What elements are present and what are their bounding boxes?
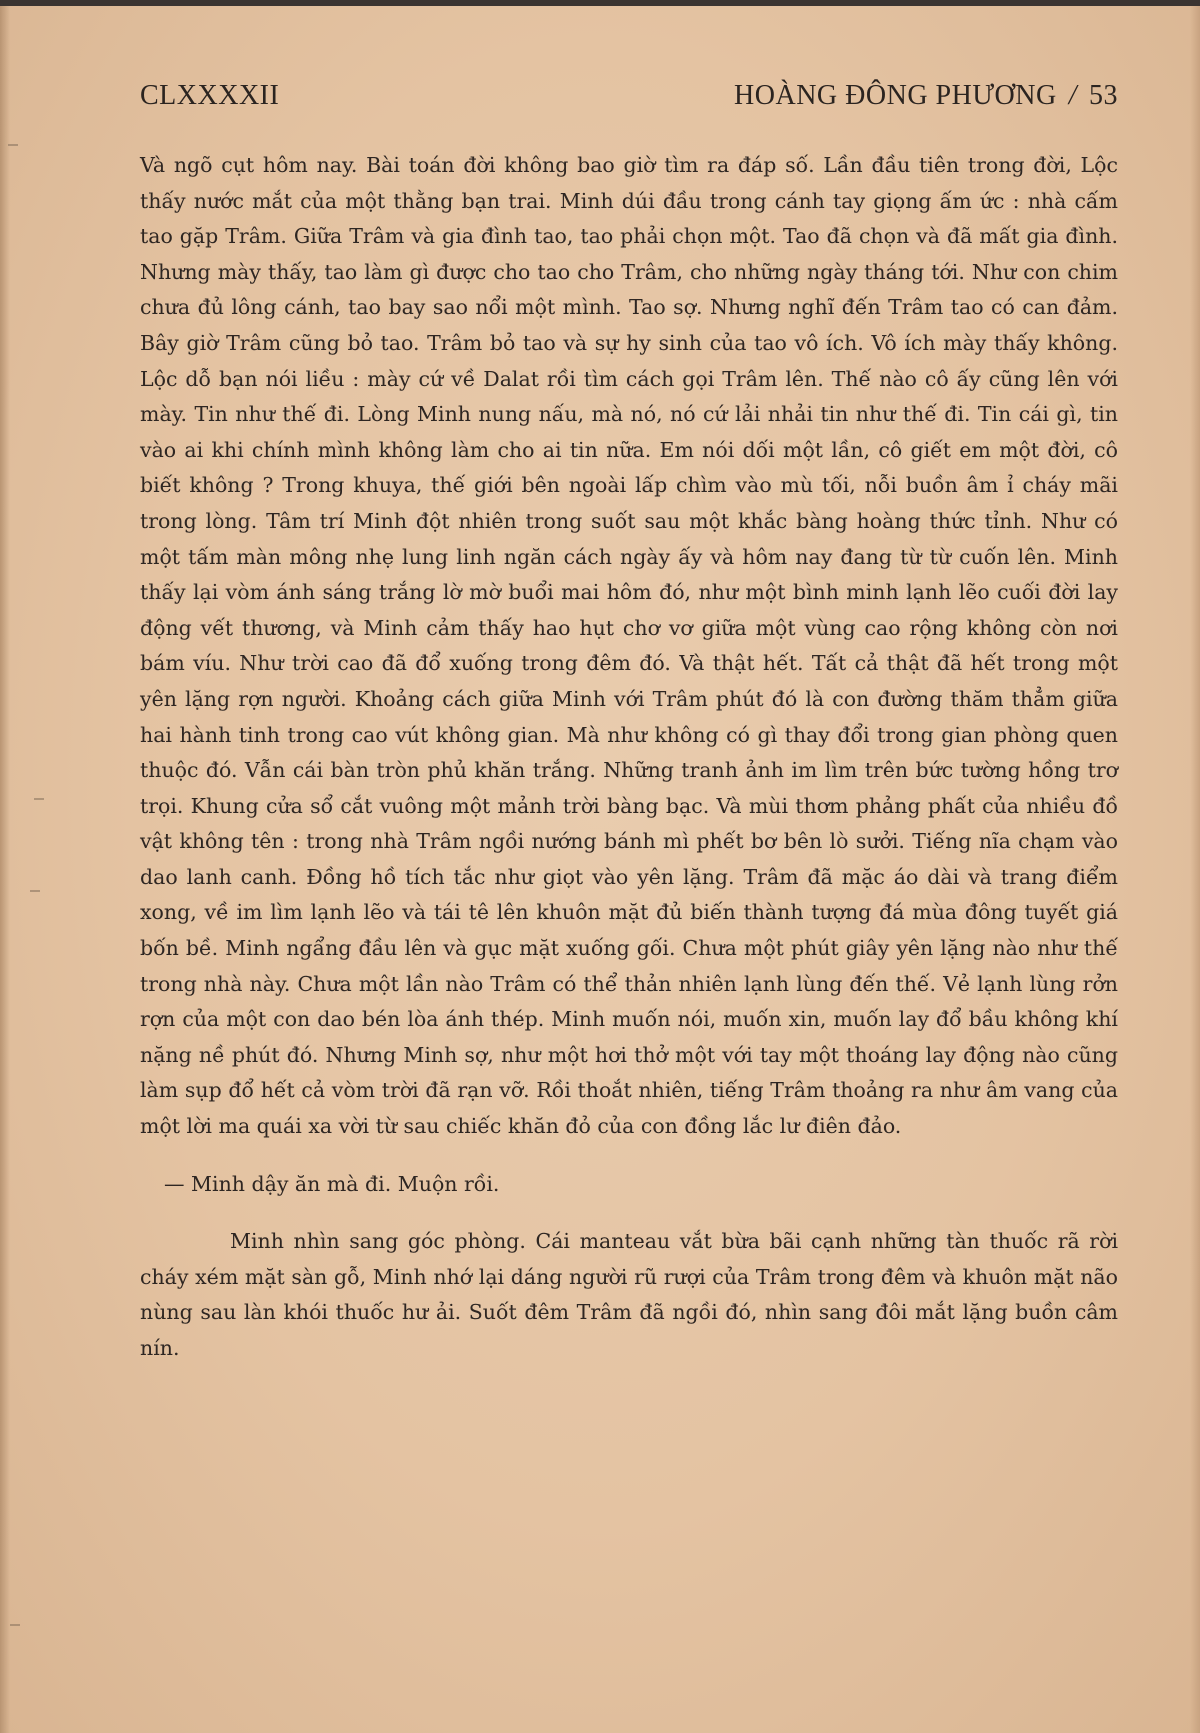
body-text (140, 148, 1118, 1367)
chapter-number: CLXXXXII (140, 80, 280, 111)
page-edge-right (1190, 6, 1200, 1733)
margin-speck (10, 1624, 20, 1626)
paragraph-dialog: — Minh dậy ăn mà đi. Muộn rồi. (164, 1171, 500, 1196)
paragraph-main: Và ngõ cụt hôm nay. Bài toán đời không bao giờ tìm ra đáp số. Lần đầu tiên trong đời, Lộc thấy nước mắt của một thằng bạn trai. Minh dúi đầu trong cánh tay giọng ấm ức : nhà cấm tao gặp Trâm. Giữa Trâm và gia đình tao, tao phải chọn một. Tao đã chọn và đã mất gia đình. Nhưng mày thấy, tao làm gì được cho tao cho Trâm, cho những ngày tháng tới. Như con chim chưa đủ lông cánh, tao bay sao nổi một mình. Tao sợ. Nhưng nghĩ đến Trâm tao có can đảm. Bây giờ Trâm cũng bỏ tao. Trâm bỏ tao và sự hy sinh của tao vô ích. Vô ích mày thấy không. Lộc dỗ bạn nói liều : mày cứ về Dalat rồi tìm cách gọi Trâm lên. Thế nào cô ấy cũng lên với mày. Tin như thế đi. Lòng Minh nung nấu, mà nó, nó cứ lải nhải tin như thế đi. Tin cái gì, tin vào ai khi chính mình không làm cho ai tin nữa. Em nói dối một lần, cô giết em một đời, cô biết không ? Trong khuya, thế giới bên ngoài lấp chìm vào mù tối, nỗi buồn âm ỉ cháy mãi trong lòng. Tâm trí Minh đột nhiên trong suốt sau một khắc bàng hoàng thức tỉnh. Như có một tấm màn mông nhẹ lung linh ngăn cách ngày ấy và hôm nay đang từ từ cuốn lên. Minh thấy lại vòm ánh sáng trắng lờ mờ buổi mai hôm đó, như một bình minh lạnh lẽo cuối đời lay động vết thương, và Minh cảm thấy hao hụt chơ vơ giữa một vùng cao rộng không còn nơi bám víu. Như trời cao đã đổ xuống trong đêm đó. Và thật hết. Tất cả thật đã hết trong một yên lặng rợn người. Khoảng cách giữa Minh với Trâm phút đó là con đường thăm thẳm giữa hai hành tinh trong cao vút không gian. Mà như không có gì thay đổi trong gian phòng quen thuộc đó. Vẫn cái bàn tròn phủ khăn trắng. Những tranh ảnh im lìm trên bức tường hồng trơ trọi. Khung cửa sổ cắt vuông một mảnh trời bàng bạc. Và mùi thơm phảng phất của nhiều đồ vật không tên : trong nhà Trâm ngồi nướng bánh mì phết bơ bên lò sưởi. Tiếng nĩa chạm vào dao lanh canh. Đồng hồ tích tắc như giọt vào yên lặng. Trâm đã mặc áo dài và trang điểm xong, về im lìm lạnh lẽo và tái tê lên khuôn mặt đủ biến thành tượng đá mùa đông tuyết giá bốn bề. Minh ngẩng đầu lên và gục mặt xuống gối. Chưa một phút giây yên lặng nào như thế trong nhà này. Chưa một lần nào Trâm có thể thản nhiên lạnh lùng đến thế. Vẻ lạnh lùng rởn rợn của một con dao bén lòa ánh thép. Minh muốn nói, muốn xin, muốn lay đổ bầu không khí nặng nề phút đó. Nhưng Minh sợ, như một hơi thở một với tay một thoáng lay động nào cũng làm sụp đổ hết cả vòm trời đã rạn vỡ. Rồi thoắt nhiên, tiếng Trâm thoảng ra như âm vang của một lời ma quái xa vời từ sau chiếc khăn đỏ của con đồng lắc lư điên đảo. (140, 153, 1118, 1139)
page-number: 53 (1089, 80, 1118, 111)
margin-speck (34, 798, 44, 800)
page-edge-left (0, 6, 10, 1733)
header-separator: / (1068, 80, 1077, 111)
running-title: HOÀNG ĐÔNG PHƯƠNG (734, 80, 1057, 111)
paragraph-last: Minh nhìn sang góc phòng. Cái manteau vắt bừa bãi cạnh những tàn thuốc rã rời cháy xém mặt sàn gỗ, Minh nhớ lại dáng người rũ rượi của Trâm trong đêm và khuôn mặt não nùng sau làn khói thuốc hư ải. Suốt đêm Trâm đã ngồi đó, nhìn sang đôi mắt lặng buồn câm nín. (140, 1229, 1118, 1360)
margin-speck (30, 890, 40, 892)
page-header (140, 80, 1118, 120)
running-header (734, 80, 1118, 112)
margin-speck (8, 144, 18, 146)
